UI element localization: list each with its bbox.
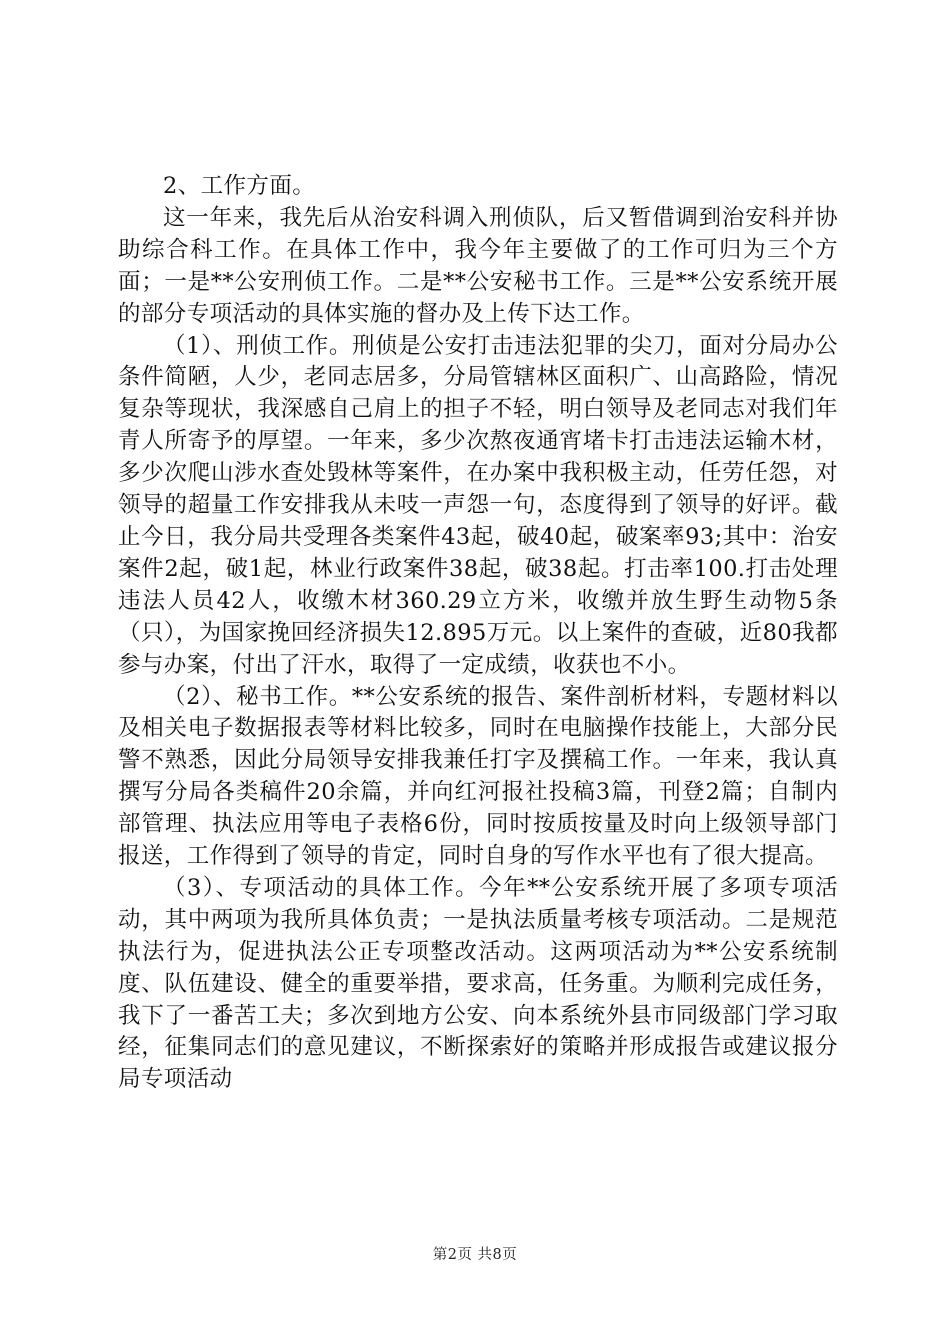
- paragraph-secretary-work: （2）、秘书工作。**公安系统的报告、案件剖析材料，专题材料以及相关电子数据报表等材料比较多，同时在电脑操作技能上，大部分民警不熟悉，因此分局领导安排我兼任打字及撰稿工作。一年来，我认真撰写分局各类稿件20余篇，并向红河报社投稿3篇，刊登2篇；自制内部管理、执法应用等电子表格6份，同时按质按量及时向上级领导部门报送，工作得到了领导的肯定，同时自身的写作水平也有了很大提高。: [118, 683, 838, 870]
- document-body: [118, 171, 838, 1096]
- paragraph-special-activities: （3）、专项活动的具体工作。今年**公安系统开展了多项专项活动，其中两项为我所具体负责；一是执法质量考核专项活动。二是规范执法行为，促进执法公正专项整改活动。这两项活动为**公安系统制度、队伍建设、健全的重要举措，要求高，任务重。为顺利完成任务，我下了一番苦工夫；多次到地方公安、向本系统外县市同级部门学习取经，征集同志们的意见建议，不断探索好的策略并形成报告或建议报分局专项活动: [118, 874, 838, 1093]
- paragraph-intro: 这一年来，我先后从治安科调入刑侦队，后又暂借调到治安科并协助综合科工作。在具体工作中，我今年主要做了的工作可归为三个方面；一是**公安刑侦工作。二是**公安秘书工作。三是**公安系统开展的部分专项活动的具体实施的督办及上传下达工作。: [118, 204, 838, 327]
- page-number-footer: 第2页 共8页: [432, 1247, 518, 1263]
- paragraph-criminal-investigation: （1）、刑侦工作。刑侦是公安打击违法犯罪的尖刀，面对分局办公条件简陋，人少，老同志居多，分局管辖林区面积广、山高路险，情况复杂等现状，我深感自己肩上的担子不轻，明白领导及老同志对我们年青人所寄予的厚望。一年来，多少次熬夜通宵堵卡打击违法运输木材，多少次爬山涉水查处毁林等案件，在办案中我积极主动，任劳任怨，对领导的超量工作安排我从未吱一声怨一句，态度得到了领导的好评。截止今日，我分局共受理各类案件43起，破40起，破案率93;其中：治安案件2起，破1起，林业行政案件38起，破38起。打击率100.打击处理违法人员42人，收缴木材360.29立方米，收缴并放生野生动物5条（只），为国家挽回经济损失12.895万元。以上案件的查破，近80我都参与办案，付出了汗水，取得了一定成绩，收获也不小。: [118, 332, 839, 678]
- section-heading: 2、工作方面。: [163, 173, 316, 199]
